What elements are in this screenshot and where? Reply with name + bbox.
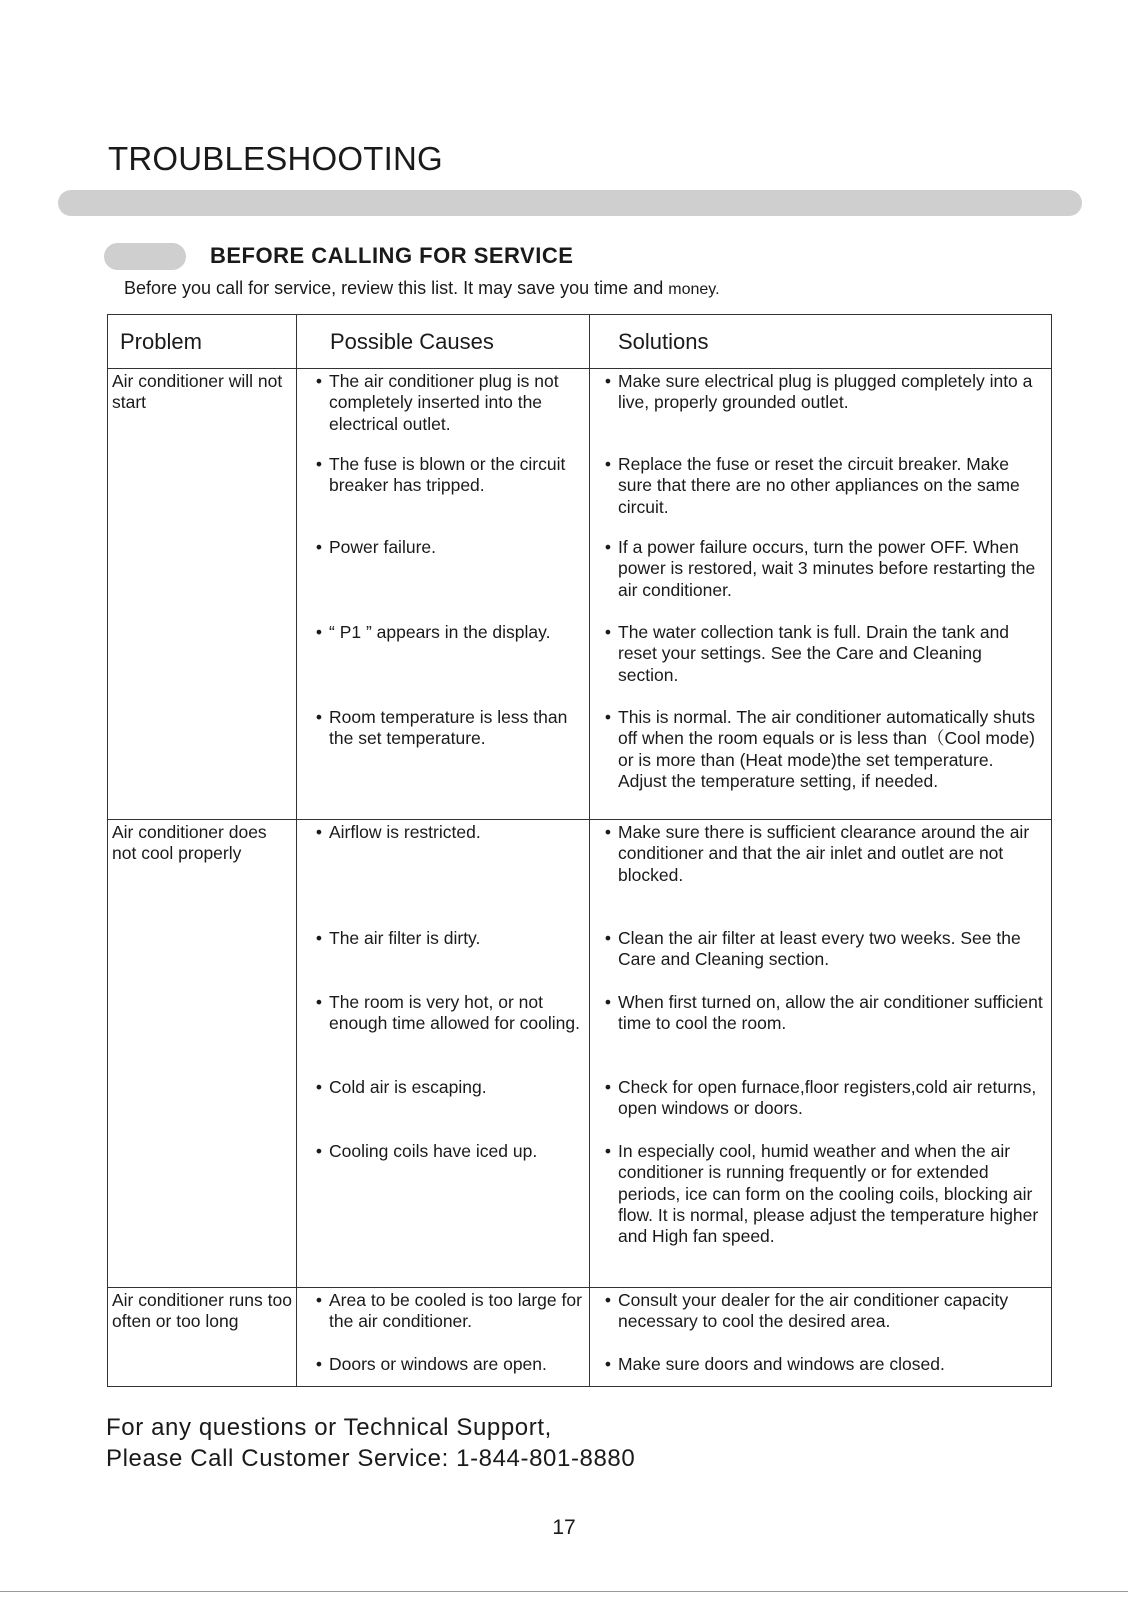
bullet: • bbox=[315, 928, 323, 948]
solutions-cell bbox=[590, 820, 1052, 1288]
bullet: • bbox=[604, 371, 612, 391]
bullet: • bbox=[604, 1290, 612, 1310]
bullet: • bbox=[315, 707, 323, 727]
bullet: • bbox=[604, 822, 612, 842]
page-title: TROUBLESHOOTING bbox=[108, 140, 443, 177]
intro-text bbox=[124, 278, 720, 299]
support-footer bbox=[106, 1412, 635, 1474]
cause-item: • The fuse is blown or the circuit breaker has tripped. bbox=[297, 454, 589, 537]
troubleshooting-table bbox=[107, 314, 1052, 1387]
cause-item: • The air conditioner plug is not completely inserted into the electrical outlet. bbox=[297, 371, 589, 454]
bullet: • bbox=[315, 992, 323, 1012]
table-header-row bbox=[108, 315, 1052, 369]
bullet: • bbox=[604, 707, 612, 727]
problem-cell: Air conditioner runs too often or too long bbox=[108, 1288, 297, 1387]
bullet: • bbox=[604, 928, 612, 948]
solution-item: • Make sure doors and windows are closed. bbox=[590, 1354, 1051, 1386]
cause-item: • Area to be cooled is too large for the air conditioner. bbox=[297, 1290, 589, 1354]
intro-end: money bbox=[668, 281, 716, 298]
solution-item: • Check for open furnace,floor registers,cold air returns, open windows or doors. bbox=[590, 1077, 1051, 1141]
header-possible-causes: Possible Causes bbox=[297, 315, 590, 369]
bullet: • bbox=[315, 1141, 323, 1161]
cause-item: • The air filter is dirty. bbox=[297, 928, 589, 992]
bullet: • bbox=[315, 454, 323, 474]
bullet: • bbox=[604, 454, 612, 474]
solution-item: • The water collection tank is full. Drain the tank and reset your settings. See the Care and Cleaning section. bbox=[590, 622, 1051, 707]
causes-cell bbox=[297, 369, 590, 820]
bullet: • bbox=[604, 1077, 612, 1097]
solution-item: • When first turned on, allow the air conditioner sufficient time to cool the room. bbox=[590, 992, 1051, 1077]
section-heading: BEFORE CALLING FOR SERVICE bbox=[210, 243, 574, 268]
bullet: • bbox=[315, 822, 323, 842]
bullet: • bbox=[315, 537, 323, 557]
intro-main: Before you call for service, review this list. It may save you time and bbox=[124, 278, 664, 298]
cause-item: • Doors or windows are open. bbox=[297, 1354, 589, 1386]
header-solutions: Solutions bbox=[590, 315, 1052, 369]
support-line-1: For any questions or Technical Support, bbox=[106, 1414, 552, 1441]
solution-item: • Make sure electrical plug is plugged completely into a live, properly grounded outlet. bbox=[590, 371, 1051, 454]
solution-item: • Replace the fuse or reset the circuit breaker. Make sure that there are no other appliances on the same circuit. bbox=[590, 454, 1051, 537]
section-marker-pill bbox=[104, 243, 186, 270]
title-divider-bar bbox=[58, 190, 1082, 216]
intro-period: . bbox=[715, 281, 720, 298]
bullet: • bbox=[604, 1141, 612, 1161]
cause-item: • Airflow is restricted. bbox=[297, 822, 589, 928]
cause-item: • Cooling coils have iced up. bbox=[297, 1141, 589, 1287]
bullet: • bbox=[315, 622, 323, 642]
solution-item: • In especially cool, humid weather and when the air conditioner is running frequently or for extended periods, ice can form on the cooling coils, blocking air flow. It is normal, please adjust the temperature higher and High fan speed. bbox=[590, 1141, 1051, 1287]
cause-item: • Power failure. bbox=[297, 537, 589, 622]
solution-item: • Clean the air filter at least every two weeks. See the Care and Cleaning section. bbox=[590, 928, 1051, 992]
bullet: • bbox=[315, 371, 323, 391]
bullet: • bbox=[604, 992, 612, 1012]
solutions-cell bbox=[590, 369, 1052, 820]
page-number: 17 bbox=[552, 1516, 576, 1539]
table-row bbox=[108, 820, 1052, 1288]
solution-item: • Consult your dealer for the air conditioner capacity necessary to cool the desired area. bbox=[590, 1290, 1051, 1354]
solution-item: • Make sure there is sufficient clearance around the air conditioner and that the air inlet and outlet are not blocked. bbox=[590, 822, 1051, 928]
support-line-2: Please Call Customer Service: 1-844-801-8880 bbox=[106, 1445, 636, 1472]
solution-item: • If a power failure occurs, turn the power OFF. When power is restored, wait 3 minutes before restarting the air conditioner. bbox=[590, 537, 1051, 622]
causes-cell bbox=[297, 1288, 590, 1387]
cause-item: • The room is very hot, or not enough time allowed for cooling. bbox=[297, 992, 589, 1077]
table-row bbox=[108, 369, 1052, 820]
solutions-cell bbox=[590, 1288, 1052, 1387]
bullet: • bbox=[604, 537, 612, 557]
bullet: • bbox=[315, 1077, 323, 1097]
solution-item: • This is normal. The air conditioner automatically shuts off when the room equals or is less than（Cool mode) or is more than (Heat mode)the set temperature. Adjust the temperature setting, if needed. bbox=[590, 707, 1051, 819]
cause-item: • “ P1 ” appears in the display. bbox=[297, 622, 589, 707]
table-row bbox=[108, 1288, 1052, 1387]
bullet: • bbox=[604, 622, 612, 642]
header-problem: Problem bbox=[108, 315, 297, 369]
causes-cell bbox=[297, 820, 590, 1288]
problem-cell: Air conditioner does not cool properly bbox=[108, 820, 297, 1288]
bottom-rule bbox=[0, 1591, 1128, 1592]
bullet: • bbox=[315, 1290, 323, 1310]
bullet: • bbox=[315, 1354, 323, 1374]
cause-item: • Room temperature is less than the set temperature. bbox=[297, 707, 589, 819]
bullet: • bbox=[604, 1354, 612, 1374]
problem-cell: Air conditioner will not start bbox=[108, 369, 297, 820]
cause-item: • Cold air is escaping. bbox=[297, 1077, 589, 1141]
